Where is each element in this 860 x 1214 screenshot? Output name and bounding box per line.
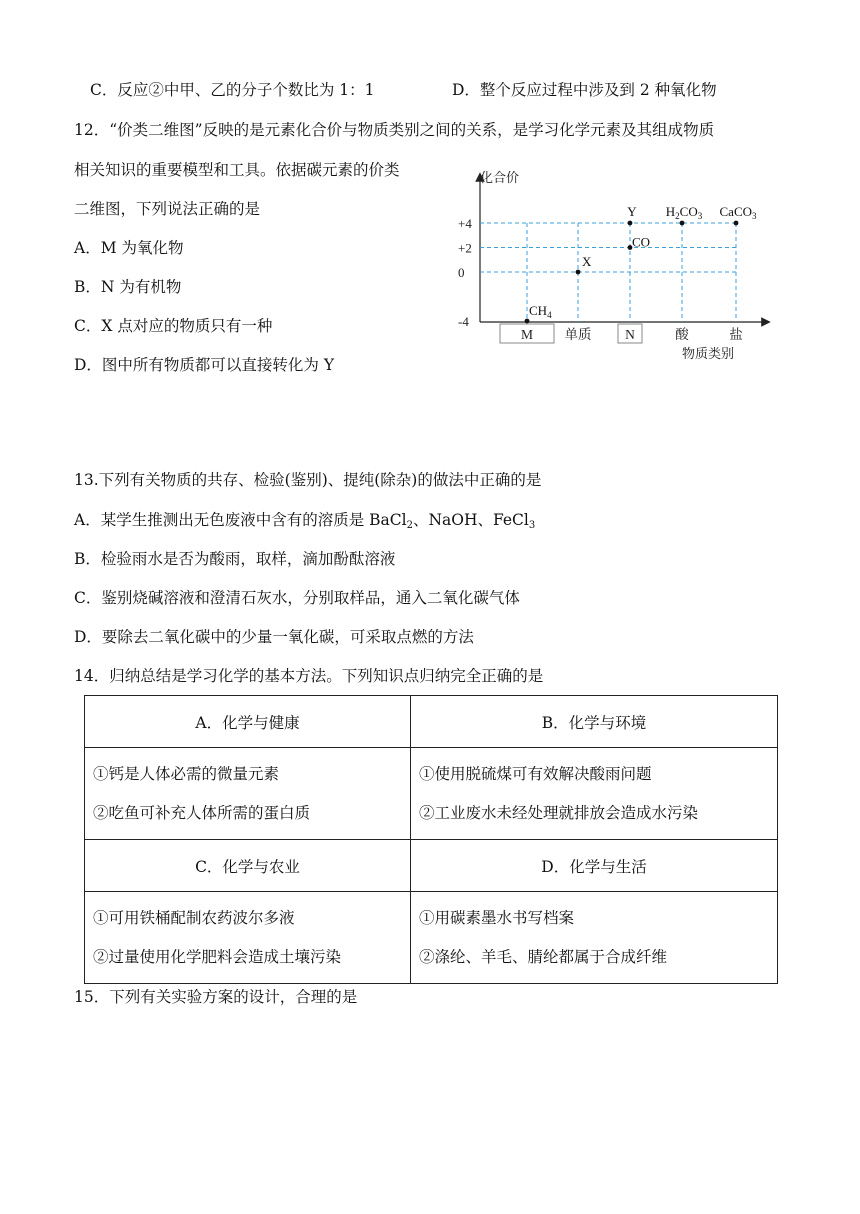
category-label-单质: 单质 <box>564 327 592 342</box>
q12-option-d: D．图中所有物质都可以直接转化为 Y <box>74 356 335 374</box>
q14-stem: 14．归纳总结是学习化学的基本方法。下列知识点归纳完全正确的是 <box>74 667 544 685</box>
data-point-X <box>576 270 581 275</box>
q13-stem: 13.下列有关物质的共存、检验(鉴别)、提纯(除杂)的做法中正确的是 <box>74 471 542 489</box>
q14-b-title: B．化学与环境 <box>411 696 778 748</box>
q13-option-b: B．检验雨水是否为酸雨，取样，滴加酚酞溶液 <box>74 550 396 568</box>
data-label-CaCO3: CaCO$_3$ <box>719 204 757 221</box>
x-axis-label: 物质类别 <box>682 346 735 361</box>
q14-a-item2: ②吃鱼可补充人体所需的蛋白质 <box>93 803 311 822</box>
data-point-CaCO3 <box>734 221 739 226</box>
q14-c-item2: ②过量使用化学肥料会造成土壤污染 <box>93 947 342 966</box>
q14-a-item1: ①钙是人体必需的微量元素 <box>93 764 280 783</box>
data-label-CO: CO <box>632 234 651 250</box>
data-point-Y <box>628 221 633 226</box>
q14-b-item2: ②工业废水未经处理就排放会造成水污染 <box>419 803 699 822</box>
q11-option-c: C．反应②中甲、乙的分子个数比为 1：1 <box>90 81 375 99</box>
q12-option-a: A．M 为氧化物 <box>74 239 184 257</box>
data-label-X: X <box>582 254 592 269</box>
q11-option-d: D．整个反应过程中涉及到 2 种氧化物 <box>452 81 717 99</box>
q14-table <box>84 695 778 984</box>
y-tick-label: -4 <box>458 314 469 329</box>
category-label-盐: 盐 <box>729 327 743 342</box>
data-label-CH4: $CH_4$ <box>529 303 552 320</box>
y-tick-label: +2 <box>458 240 472 256</box>
q14-a-body <box>85 748 411 840</box>
q12-stem-line1: 12．“价类二维图”反映的是元素化合价与物质类别之间的关系，是学习化学元素及其组成物质 <box>74 121 715 139</box>
q14-a-title: A．化学与健康 <box>85 696 411 748</box>
q12-option-b: B．N 为有机物 <box>74 278 182 296</box>
q14-d-item2: ②涤纶、羊毛、腈纶都属于合成纤维 <box>419 947 668 966</box>
data-label-H2CO3: $H_2CO_3$ <box>665 204 703 221</box>
q13-option-a: A．某学生推测出无色废液中含有的溶质是 BaCl$_2$、NaOH、FeCl$_3$ <box>74 511 536 531</box>
data-label-Y: Y <box>627 204 637 219</box>
y-tick-label: +4 <box>458 216 472 231</box>
q14-c-title: C．化学与农业 <box>85 840 411 892</box>
q12-stem-line3: 二维图，下列说法正确的是 <box>74 200 261 218</box>
q14-d-item1: ①用碳素墨水书写档案 <box>419 908 575 927</box>
q13-option-c: C．鉴别烧碱溶液和澄清石灰水，分别取样品，通入二氧化碳气体 <box>74 589 520 607</box>
category-label-M: M <box>520 327 534 342</box>
q15-stem: 15．下列有关实验方案的设计，合理的是 <box>74 988 358 1006</box>
category-label-N: N <box>625 327 635 342</box>
q14-c-body <box>85 892 411 984</box>
y-axis-label: 化合价 <box>480 170 520 185</box>
q14-b-item1: ①使用脱硫煤可有效解决酸雨问题 <box>419 764 652 783</box>
q14-c-item1: ①可用铁桶配制农药波尔多液 <box>93 908 295 927</box>
q13-option-d: D．要除去二氧化碳中的少量一氧化碳，可采取点燃的方法 <box>74 628 474 646</box>
q12-stem-line2: 相关知识的重要模型和工具。依据碳元素的价类 <box>74 161 400 179</box>
q12-option-c: C．X 点对应的物质只有一种 <box>74 317 273 335</box>
y-tick-label: 0 <box>458 265 465 280</box>
category-label-酸: 酸 <box>675 327 689 342</box>
q14-d-body <box>411 892 778 984</box>
q14-b-body <box>411 748 778 840</box>
data-point-H2CO3 <box>680 221 685 226</box>
data-point-CH4 <box>525 319 530 324</box>
valence-category-chart <box>440 165 780 370</box>
q14-d-title: D．化学与生活 <box>411 840 778 892</box>
